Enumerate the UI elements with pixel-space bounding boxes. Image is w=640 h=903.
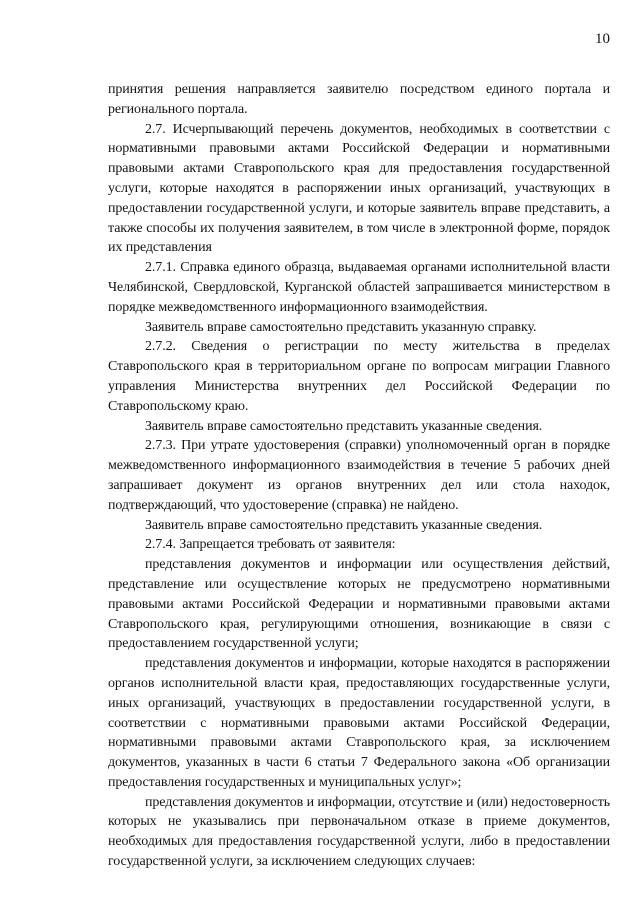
paragraph-section-2-7-3: 2.7.3. При утрате удостоверения (справки) уполномоченный орган в порядке межведомственного информационного взаимодействия в течение 5 рабочих дней запрашивает документ из органов внутренних дел или стола находок, подтверждающий, что удостоверение (справка) не найдено. [108,438,610,513]
paragraph-section-2-7-heading: 2.7. Исчерпывающий перечень документов, необходимых в соответствии с нормативными правовыми актами Российской Федерации и нормативными правовыми актами Ставропольского края для предоставления государственной услуги, которые находятся в распоряжении иных организаций, участвующих в предоставлении государственной услуги, и которые заявитель вправе представить, а также способы их получения заявителем, в том числе в электронной форме, порядок их представления [108,121,610,256]
paragraph-section-2-7-1: 2.7.1. Справка единого образца, выдаваемая органами исполнительной власти Челябинской, Свердловской, Курганской областей запрашивается министерством в порядке межведомственного информационного взаимодействия. [108,260,610,315]
paragraph-applicant-certificate: Заявитель вправе самостоятельно представить указанную справку. [145,319,537,335]
paragraph-prohibition-documents: представления документов и информации, которые находятся в распоряжении органов исполнительной власти края, предоставляющих государственные услуги, иных организаций, участвующих в предоставлении государственной услуги, в соответствии с нормативными правовыми актами Российской Федерации, нормативными правовыми актами Ставропольского края, за исключением документов, указанных в части 6 статьи 7 Федерального закона «Об организации предоставления государственных и муниципальных услуг»; [108,656,610,790]
paragraph-prohibition-actions: представления документов и информации или осуществления действий, представление или осуществление которых не предусмотрено нормативными правовыми актами Российской Федерации и нормативными правовыми актами Ставропольского края, регулирующими отношения, возникающие в связи с предоставлением государственной услуги; [108,557,610,652]
paragraph-prohibition-unreliable-documents: представления документов и информации, отсутствие и (или) недостоверность которых не указывались при первоначальном отказе в приеме документов, необходимых для предоставления государственной услуги, либо в предоставлении государственной услуги, за исключением следующих случаев: [108,794,610,870]
document-body [108,80,610,872]
paragraph-applicant-lost-document-info: Заявитель вправе самостоятельно представить указанные сведения. [145,517,543,533]
paragraph-decision-delivery: принятия решения направляется заявителю посредством единого портала и регионального портала. [108,82,610,117]
paragraph-applicant-registration-info: Заявитель вправе самостоятельно представить указанные сведения. [145,418,543,434]
paragraph-section-2-7-4: 2.7.4. Запрещается требовать от заявителя: [145,537,396,553]
paragraph-section-2-7-2: 2.7.2. Сведения о регистрации по месту жительства в пределах Ставропольского края в территориальном органе по вопросам миграции Главного управления Министерства внутренних дел Российской Федерации по Ставропольскому краю. [108,339,610,414]
page-number: 10 [595,31,610,47]
